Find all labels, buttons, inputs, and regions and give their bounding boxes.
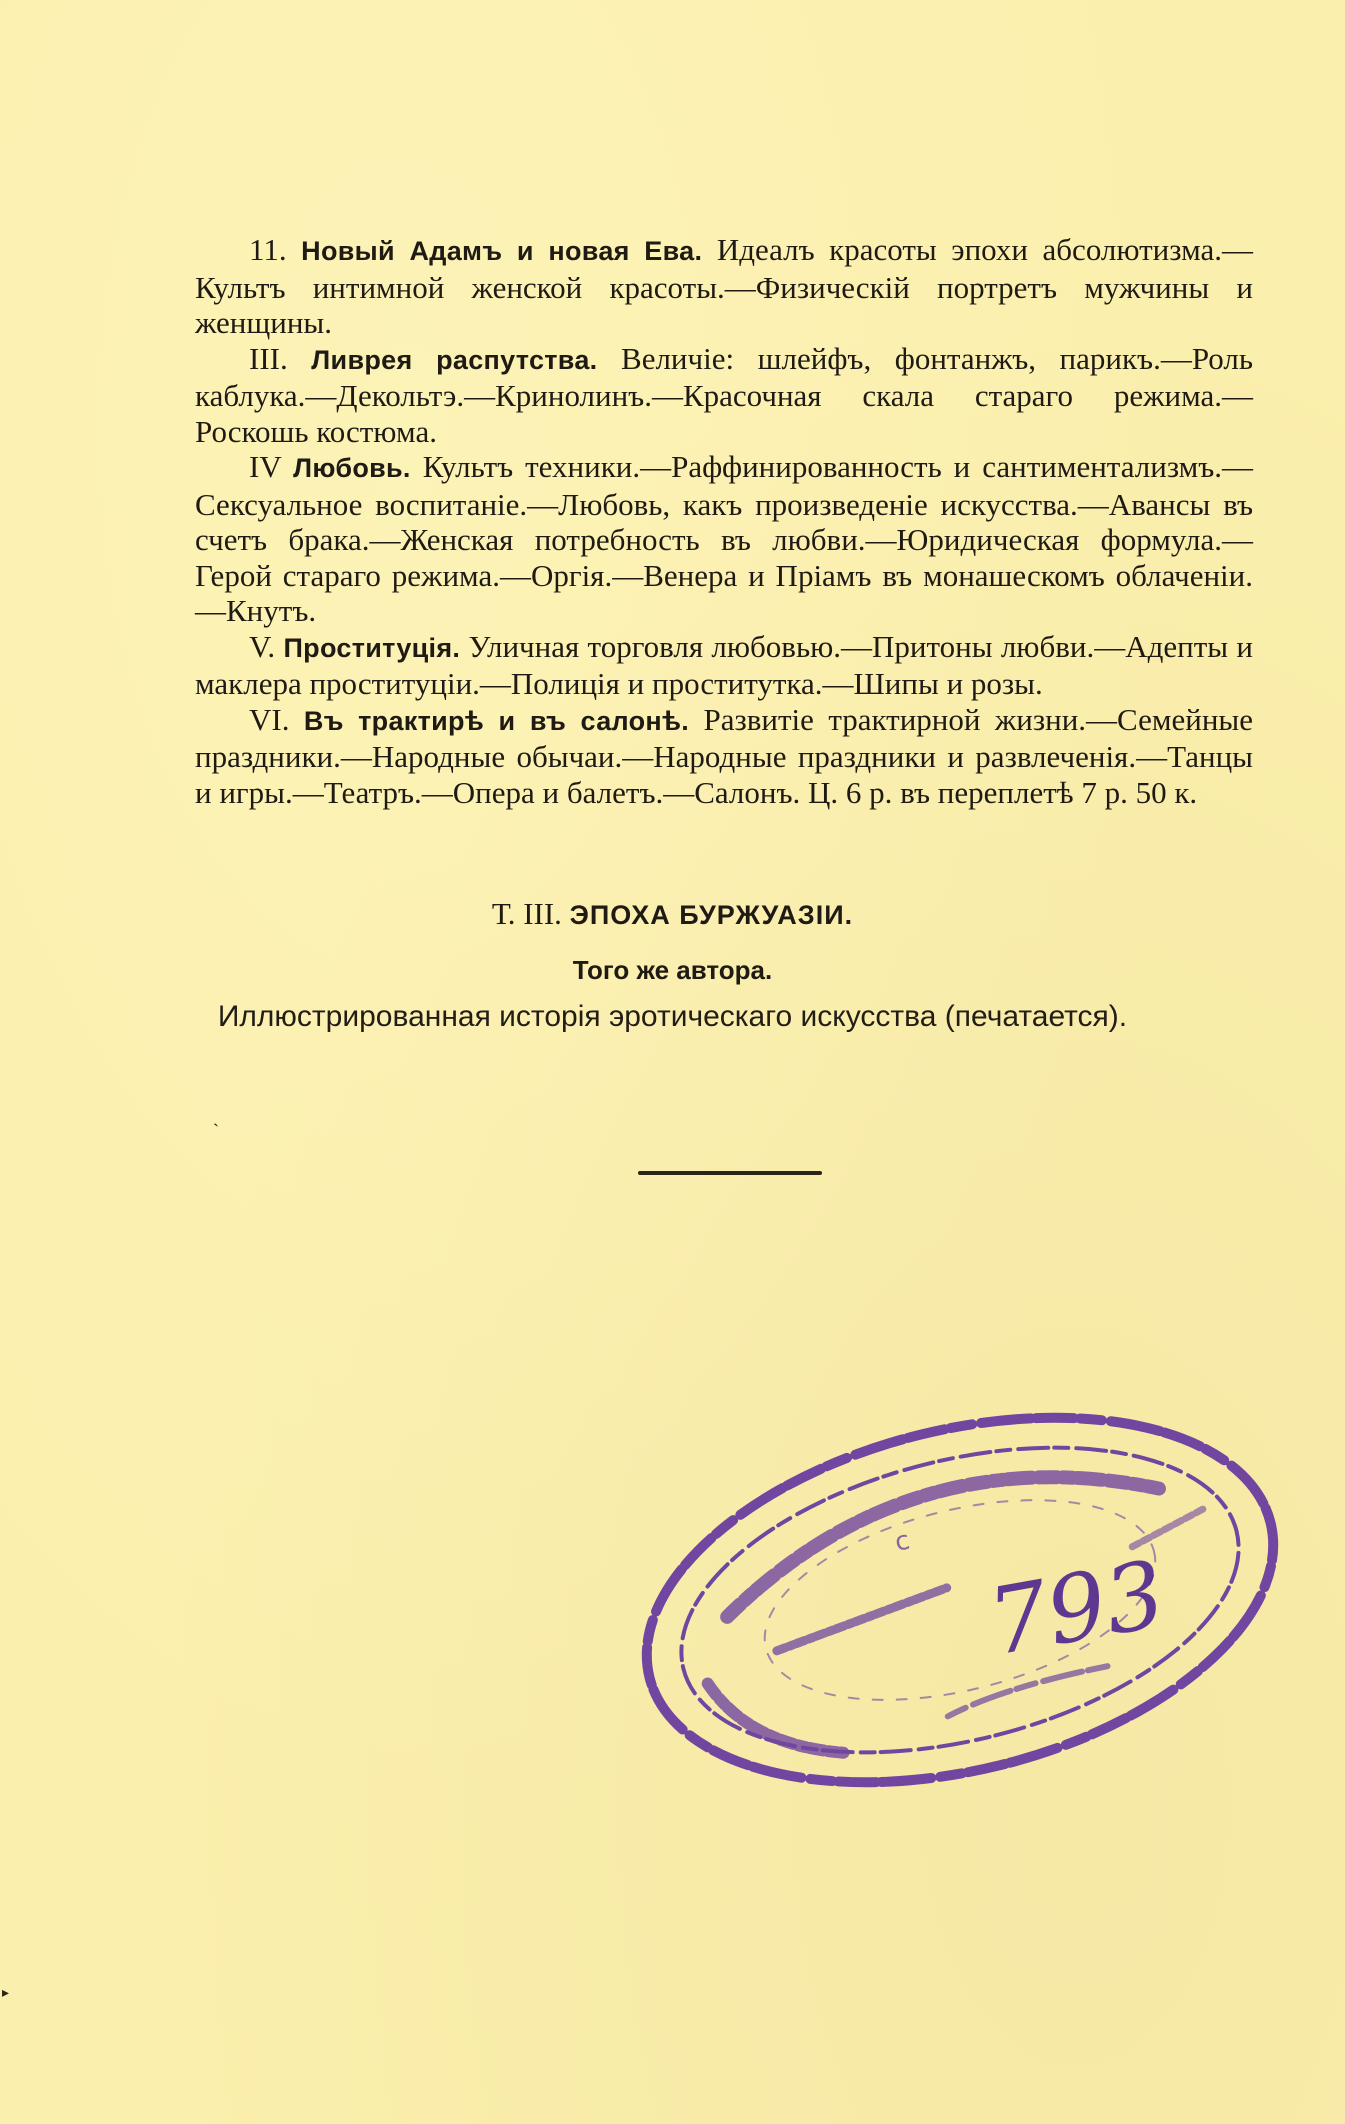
volume-title [0, 896, 1345, 932]
chapter-number: VI. [249, 701, 290, 737]
chapter-heading: Новый Адамъ и новая Ева. [301, 236, 703, 266]
chapter-2-paragraph [195, 232, 1253, 341]
forthcoming-title: Иллюстрированная исторія эротическаго искусства (печатается). [217, 1000, 1128, 1033]
chapter-number: V. [249, 628, 276, 664]
chapter-heading: Въ трактирѣ и въ салонѣ. [303, 705, 690, 736]
stray-mark: ˴ [213, 1112, 219, 1132]
library-stamp [620, 1360, 1300, 1840]
chapter-heading: Ливрея распутства. [311, 344, 598, 375]
chapter-3-paragraph [195, 341, 1253, 450]
chapter-heading: Любовь. [293, 453, 411, 483]
volume-heading: ЭПОХА БУРЖУАЗІИ. [569, 900, 854, 930]
volume-prefix: Т. III. [491, 896, 562, 931]
edge-mark: ▸ [2, 1986, 10, 2001]
chapter-6-paragraph [195, 702, 1253, 811]
stamp-mark: с [892, 1525, 913, 1558]
chapter-body: Величіе: шлейфъ, фонтанжъ, парикъ.—Роль каблука.—Декольтэ.—Кринолинъ.—Красочная скала стараго режима.—Роскошь костюма. [195, 340, 1253, 449]
chapter-heading: Проституція. [283, 632, 461, 663]
chapter-body: Идеалъ красоты эпохи абсолютизма.—Культъ интимной женской красоты.—Физическій портретъ мужчины и женщины. [195, 232, 1253, 340]
chapter-4-paragraph [195, 449, 1253, 629]
chapter-number: III. [249, 340, 288, 376]
chapter-body: Уличная торговля любовью.—Притоны любви.—Адепты и маклера проституціи.—Полиція и проститутка.—Шипы и розы. [195, 628, 1253, 701]
stamp-number: 793 [980, 1540, 1173, 1677]
stamp-text-mid [772, 1588, 951, 1651]
divider-rule [638, 1171, 822, 1175]
chapter-5-paragraph [195, 629, 1253, 702]
same-author-heading: Того же автора. [572, 955, 773, 985]
stamp-outer-ring [620, 1360, 1300, 1840]
chapter-number: 11. [249, 232, 287, 267]
chapter-number: IV [249, 449, 282, 484]
contents-text [195, 232, 1253, 810]
chapter-body: Развитіе трактирной жизни.—Семейные праздники.—Народные обычаи.—Народные праздники и развлеченія.—Танцы и игры.—Театръ.—Опера и балетъ.—Салонъ. Ц. 6 р. въ переплетѣ 7 р. 50 к. [195, 701, 1254, 810]
chapter-body: Культъ техники.—Раффинированность и сантиментализмъ.— Сексуальное воспитаніе.—Любовь, какъ произведеніе искусства.—Авансы въ счетъ брака.—Женская потребность въ любви.—Юридическая формула.—Герой стараго режима.—Оргія.—Венера и Пріамъ въ монашескомъ облаченіи.—Кнутъ. [195, 449, 1254, 628]
